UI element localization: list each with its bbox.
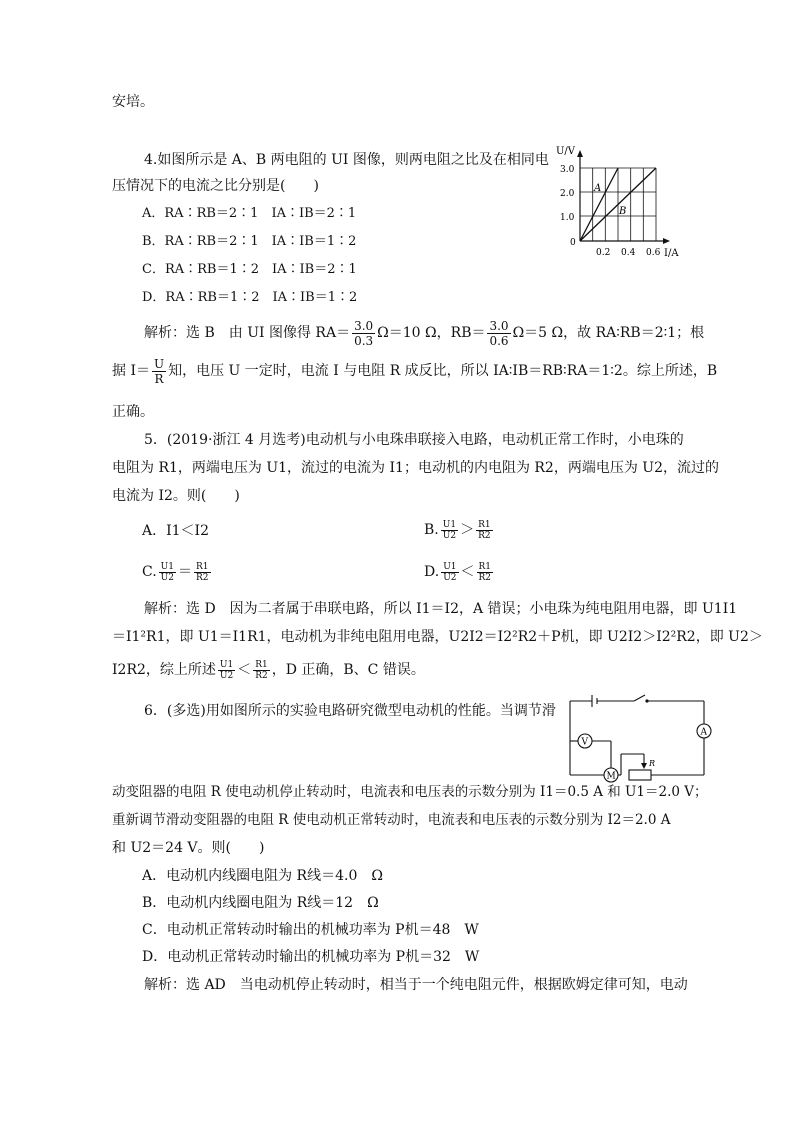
denominator: R2 bbox=[478, 530, 491, 541]
question-6-stem-cont: 重新调节滑动变阻器的电阻 R 使电动机正常转动时，电流表和电压表的示数分别为 I2＝2.0 A bbox=[112, 812, 671, 828]
q5-option-a: A．I1＜I2 bbox=[142, 523, 209, 539]
fraction bbox=[194, 562, 211, 583]
ui-graph bbox=[548, 144, 688, 259]
numerator: R1 bbox=[255, 659, 268, 670]
denominator: 0.3 bbox=[354, 333, 374, 348]
solution-4-line1 bbox=[144, 318, 704, 348]
fraction bbox=[441, 520, 458, 541]
circuit-diagram bbox=[566, 693, 716, 783]
relation: ＝ bbox=[177, 564, 192, 580]
x-axis-label: I/A bbox=[664, 248, 679, 259]
numerator: U1 bbox=[160, 561, 174, 572]
denominator: R2 bbox=[478, 572, 492, 583]
q6-option-a: A．电动机内线圈电阻为 R线＝4.0 Ω bbox=[142, 868, 383, 884]
fraction bbox=[218, 660, 235, 681]
voltmeter-label: V bbox=[581, 737, 588, 748]
solution-5-line2: ＝I1²R1，即 U1＝I1R1，电动机为非纯电阻用电器，U2I2＝I2²R2＋P机，即 U2I2＞I2²R2，即 U2＞ bbox=[112, 629, 763, 645]
text: 知，电压 U 一定时，电流 I 与电阻 R 成反比，所以 IA∶IB＝RB∶RA＝1∶2。综上所述，B bbox=[168, 363, 718, 379]
y-tick: 3.0 bbox=[560, 165, 575, 175]
rheostat-label: R bbox=[649, 759, 656, 768]
x-tick: 0.6 bbox=[646, 248, 661, 258]
denominator: R2 bbox=[195, 572, 209, 583]
solution-5-line1: 解析：选 D 因为二者属于串联电路，所以 I1＝I2，A 错误；小电珠为纯电阻用电器，即 U1I1 bbox=[144, 601, 738, 617]
line-a bbox=[580, 168, 618, 241]
option-label: B. bbox=[424, 522, 439, 538]
fraction bbox=[476, 520, 493, 541]
solution-4-line2 bbox=[112, 356, 717, 386]
numerator: U1 bbox=[443, 561, 457, 572]
question-6-stem-cont: 动变阻器的电阻 R 使电动机停止转动时，电流表和电压表的示数分别为 I1＝0.5 A 和 U1＝2.0 V； bbox=[112, 784, 708, 800]
text: 解析：选 B 由 UI 图像得 RA＝ bbox=[144, 325, 351, 341]
solution-6-line1: 解析：选 AD 当电动机停止转动时，相当于一个纯电阻元件，根据欧姆定律可知，电动 bbox=[144, 977, 688, 993]
x-tick: 0.2 bbox=[596, 248, 611, 258]
fraction bbox=[477, 562, 494, 583]
fraction bbox=[487, 319, 510, 348]
x-tick: 0.4 bbox=[621, 248, 636, 258]
q5-option-b bbox=[424, 510, 495, 550]
q5-option-c bbox=[142, 552, 213, 592]
option-label: C. bbox=[142, 564, 157, 580]
numerator: U bbox=[153, 356, 165, 371]
numerator: U1 bbox=[442, 519, 457, 530]
text-line: 安培。 bbox=[112, 94, 154, 110]
option-label: D. bbox=[424, 564, 440, 580]
text: I2R2，综上所述 bbox=[112, 662, 216, 678]
q4-option-b: B．RA∶RB＝2∶1 IA∶IB＝1∶2 bbox=[142, 234, 357, 249]
q6-option-c: C．电动机正常转动时输出的机械功率为 P机＝48 W bbox=[142, 922, 479, 938]
relation: ＜ bbox=[460, 564, 475, 580]
line-b-label: B bbox=[619, 206, 627, 217]
origin-label: 0 bbox=[570, 238, 576, 248]
denominator: U2 bbox=[219, 670, 234, 681]
numerator: 3.0 bbox=[354, 318, 374, 333]
question-6-stem: 6．(多选)用如图所示的实验电路研究微型电动机的性能。当调节滑 bbox=[144, 703, 556, 719]
question-5-stem-cont: 电流为 I2。则( ) bbox=[112, 488, 240, 504]
q4-option-d: D．RA∶RB＝1∶2 IA∶IB＝1∶2 bbox=[142, 290, 358, 305]
numerator: R1 bbox=[478, 561, 492, 572]
q4-option-a: A．RA∶RB＝2∶1 IA∶IB＝2∶1 bbox=[142, 206, 357, 221]
numerator: R1 bbox=[478, 519, 491, 530]
question-4-stem: 4.如图所示是 A、B 两电阻的 UI 图像，则两电阻之比及在相同电 bbox=[144, 152, 549, 168]
denominator: U2 bbox=[160, 572, 174, 583]
relation: ＜ bbox=[237, 662, 252, 678]
text: ，D 正确，B、C 错误。 bbox=[271, 662, 425, 678]
question-4-stem-cont: 压情况下的电流之比分别是( ) bbox=[112, 178, 319, 194]
denominator: U2 bbox=[442, 530, 457, 541]
numerator: 3.0 bbox=[489, 318, 509, 333]
line-a-label: A bbox=[594, 183, 602, 194]
solution-4-line3: 正确。 bbox=[112, 404, 154, 420]
relation: ＞ bbox=[460, 522, 475, 538]
denominator: R2 bbox=[255, 670, 268, 681]
fraction bbox=[159, 562, 176, 583]
q6-option-d: D．电动机正常转动时输出的机械功率为 P机＝32 W bbox=[142, 949, 480, 965]
y-tick: 1.0 bbox=[560, 213, 575, 223]
solution-5-line3 bbox=[112, 650, 425, 690]
fraction bbox=[352, 319, 375, 348]
text: Ω＝5 Ω，故 RA∶RB＝2∶1；根 bbox=[512, 325, 705, 341]
denominator: 0.6 bbox=[489, 333, 509, 348]
q4-option-c: C．RA∶RB＝1∶2 IA∶IB＝2∶1 bbox=[142, 262, 357, 277]
question-6-stem-cont: 和 U2＝24 V。则( ) bbox=[112, 840, 265, 856]
y-axis-label: U/V bbox=[556, 146, 576, 157]
text: 据 I＝ bbox=[112, 363, 150, 379]
numerator: R1 bbox=[195, 561, 209, 572]
question-5-stem: 5．(2019·浙江 4 月选考)电动机与小电珠串联接入电路，电动机正常工作时，小电珠的 bbox=[144, 432, 684, 448]
ammeter-label: A bbox=[700, 727, 707, 738]
numerator: U1 bbox=[219, 659, 234, 670]
q6-option-b: B．电动机内线圈电阻为 R线＝12 Ω bbox=[142, 895, 379, 911]
question-5-stem-cont: 电阻为 R1，两端电压为 U1，流过的电流为 I1；电动机的内电阻为 R2，两端电压为 U2，流过的 bbox=[112, 460, 719, 476]
fraction bbox=[152, 357, 166, 386]
q5-option-d bbox=[424, 552, 495, 592]
denominator: U2 bbox=[443, 572, 457, 583]
denominator: R bbox=[154, 371, 164, 386]
fraction bbox=[253, 660, 270, 681]
fraction bbox=[441, 562, 458, 583]
text: Ω＝10 Ω，RB＝ bbox=[377, 325, 486, 341]
y-tick: 2.0 bbox=[560, 189, 575, 199]
motor-label: M bbox=[606, 771, 616, 782]
